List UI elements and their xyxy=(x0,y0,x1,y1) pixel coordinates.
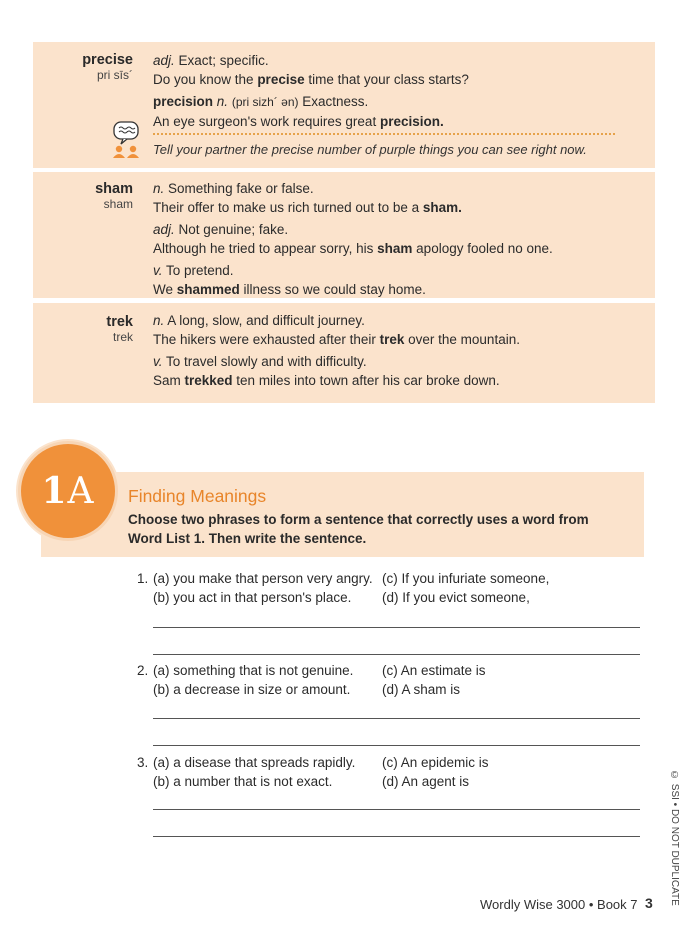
entry-sham xyxy=(33,172,655,298)
pronunciation: trek xyxy=(112,330,133,344)
headword-block xyxy=(82,52,133,83)
choice-d: (d) If you evict someone, xyxy=(382,590,530,605)
entry-trek xyxy=(33,303,655,403)
choice-c: (c) If you infuriate someone, xyxy=(382,571,550,586)
answer-line[interactable] xyxy=(153,836,640,837)
answer-line[interactable] xyxy=(153,745,640,746)
choice-a: (a) you make that person very angry. xyxy=(153,571,373,586)
answer-line[interactable] xyxy=(153,654,640,655)
sense: n. A long, slow, and difficult journey. The hikers were exhausted after their trek over the mountain. xyxy=(153,313,520,347)
choice-b: (b) you act in that person's place. xyxy=(153,590,352,605)
choice-a: (a) a disease that spreads rapidly. xyxy=(153,755,356,770)
choice-c: (c) An epidemic is xyxy=(382,755,489,770)
choice-b: (b) a number that is not exact. xyxy=(153,774,333,789)
derived-example: An eye surgeon's work requires great precision. xyxy=(153,114,444,129)
choice-a: (a) something that is not genuine. xyxy=(153,663,354,678)
section-title: Finding Meanings xyxy=(128,486,267,506)
sense: v. To pretend. We shammed illness so we could stay home. xyxy=(153,263,426,297)
question-number: 3. xyxy=(137,755,149,770)
definition-block xyxy=(153,311,520,390)
sense: adj. Not genuine; fake. Although he tried to appear sorry, his sham apology fooled no one. xyxy=(153,222,553,256)
sense: n. Something fake or false. Their offer to make us rich turned out to be a sham. xyxy=(153,181,462,215)
definition-block xyxy=(153,51,469,131)
headword-block xyxy=(95,181,133,212)
derived-form: precision n. (pri sizh´ ən) Exactness. xyxy=(153,94,369,109)
dotted-divider xyxy=(153,133,615,135)
choice-d: (d) A sham is xyxy=(382,682,461,697)
badge-letter: A xyxy=(67,471,95,512)
headword: precise xyxy=(82,52,133,68)
part-of-speech: adj. xyxy=(153,53,175,68)
answer-line[interactable] xyxy=(153,809,640,810)
bold-word: precise xyxy=(257,72,305,87)
choice-d: (d) An agent is xyxy=(382,774,470,789)
badge-number: 1 xyxy=(41,470,68,512)
choice-b: (b) a decrease in size or amount. xyxy=(153,682,351,697)
definition-line xyxy=(153,51,469,70)
talking-partners-icon xyxy=(109,121,143,161)
copyright-side-note: © SSI • DO NOT DUPLICATE xyxy=(669,770,680,906)
partner-prompt: Tell your partner the precise number of purple things you can see right now. xyxy=(153,142,587,157)
example-sentence: Do you know the precise time that your class starts? xyxy=(153,72,469,87)
pronunciation: sham xyxy=(103,197,133,211)
question-number: 1. xyxy=(137,571,149,586)
answer-line[interactable] xyxy=(153,718,640,719)
section-instructions: Choose two phrases to form a sentence that correctly uses a word from Word List 1. Then write the sentence. xyxy=(128,512,589,546)
sense: v. To travel slowly and with difficulty. Sam trekked ten miles into town after his car broke down. xyxy=(153,354,500,388)
pronunciation: pri sīs´ xyxy=(97,68,133,82)
definition-block xyxy=(153,179,553,299)
question-number: 2. xyxy=(137,663,149,678)
derived-word: precision xyxy=(153,94,214,109)
answer-line[interactable] xyxy=(153,627,640,628)
headword: sham xyxy=(95,181,133,197)
section-badge xyxy=(18,441,118,541)
definition: Exact; specific. xyxy=(178,53,269,68)
choice-c: (c) An estimate is xyxy=(382,663,486,678)
entry-precise xyxy=(33,42,655,168)
page-number: 3 xyxy=(645,895,653,911)
footer-book-title: Wordly Wise 3000 • Book 7 xyxy=(480,897,638,912)
headword-block xyxy=(106,314,133,345)
headword: trek xyxy=(106,314,133,330)
derived-pronunciation: (pri sizh´ ən) xyxy=(231,95,299,109)
